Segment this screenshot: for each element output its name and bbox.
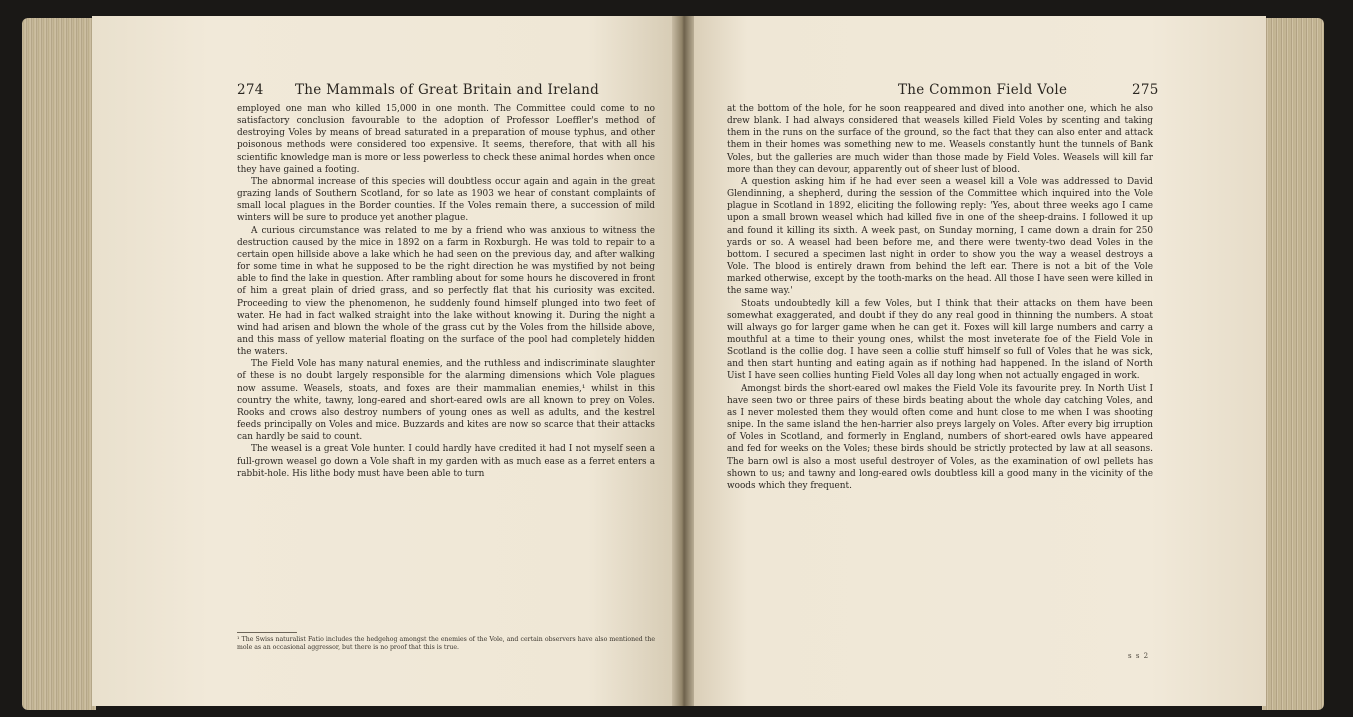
paragraph: employed one man who killed 15,000 in one month. The Committee could come to no satisfactory conclusion favourable to the adoption of Professor Loeffler's method of destroying Voles by means of bread saturated in a preparation of mouse typhus, and other poisonous methods were considered too expensive. It seems, therefore, that with all his scientific knowledge man is more or less powerless to check these animal hordes when once they have gained a footing. [237,104,655,175]
signature-mark: s s 2 [1128,652,1150,660]
right-running-title: The Common Field Vole [898,82,1068,98]
paragraph: A question asking him if he had ever seen a weasel kill a Vole was addressed to David Glendinning, a shepherd, during the session of the Committee which inquired into the Vole plague in Scotland in 1892, eliciting the following reply: 'Yes, about three weeks ago I came upon a small brown weasel which had killed five in one of the sheep-drains. I followed it up and found it killing its sixth. A week past, on Sunday morning, I came down a drain for 250 yards or so. A weasel had been before me, and there were twenty-two dead Voles in the bottom. I secured a specimen last night in order to show you the way a weasel destroys a Vole. The blood is entirely drawn from behind the left ear. There is not a bit of the Vole marked otherwise, except by the tooth-marks on the head. All those I have seen were killed in the same way.' [727,176,1153,297]
left-page-body [237,103,655,480]
right-page-edges [1262,18,1324,710]
right-page-body [727,103,1153,492]
footnote-rule [237,632,297,633]
paragraph: The Field Vole has many natural enemies, and the ruthless and indiscriminate slaughter of these is no doubt largely responsible for the alarming dimensions which Vole plagues now assume. Weasels, stoats, and foxes are their mammalian enemies,¹ whilst in this country the white, tawny, long-eared and short-eared owls are all known to prey on Voles. Rooks and crows also destroy numbers of young ones as well as adults, and the kestrel feeds principally on Voles and mice. Buzzards and kites are now so scarce that their attacks can hardly be said to count. [237,359,655,443]
left-page-edges [22,18,96,710]
paragraph: The abnormal increase of this species will doubtless occur again and again in the great grazing lands of Southern Scotland, for so late as 1903 we hear of constant complaints of small local plagues in the Border counties. If the Voles remain there, a succession of mild winters will be sure to produce yet another plague. [237,176,655,224]
paragraph: A curious circumstance was related to me by a friend who was anxious to witness the destruction caused by the mice in 1892 on a farm in Roxburgh. He was told to repair to a certain open hillside above a lake which he had seen on the previous day, and after walking for some time in what he supposed to be the right direction he was mystified by not being able to find the lake in question. After rambling about for some hours he discovered in front of him a great plain of dried grass, and so perfectly flat that his curiosity was excited. Proceeding to view the phenomenon, he suddenly found himself plunged into two feet of water. He had in fact walked straight into the lake without knowing it. During the night a wind had arisen and blown the whole of the grass cut by the Voles from the hillside above, and this mass of yellow material floating on the surface of the pool had completely hidden the waters. [237,225,655,358]
paragraph: at the bottom of the hole, for he soon reappeared and dived into another one, which he also drew blank. I had always considered that weasels killed Field Voles by scenting and taking them in the runs on the surface of the ground, so the fact that they can also enter and attack them in their homes was something new to me. Weasels constantly hunt the tunnels of Bank Voles, but the galleries are much wider than those made by Field Voles. Weasels will kill far more than they can devour, apparently out of sheer lust of blood. [727,104,1153,175]
footnote: ¹ The Swiss naturalist Fatio includes the hedgehog amongst the enemies of the Vole, and certain observers have also mentioned the mole as an occasional aggressor, but there is no proof that this is true. [237,636,655,651]
paragraph: The weasel is a great Vole hunter. I could hardly have credited it had I not myself seen a full-grown weasel go down a Vole shaft in my garden with as much ease as a ferret enters a rabbit-hole. His lithe body must have been able to turn [237,444,655,479]
left-page-number: 274 [237,82,264,98]
paragraph: Amongst birds the short-eared owl makes the Field Vole its favourite prey. In North Uist I have seen two or three pairs of these birds beating about the whole day catching Voles, and as I never molested them they would often come and hunt close to me when I was shooting snipe. In the same island the hen-harrier also preys largely on Voles. After every big irruption of Voles in Scotland, and formerly in England, numbers of short-eared owls have appeared and fed for weeks on the Voles; these birds should be strictly protected by law at all seasons. The barn owl is also a most useful destroyer of Voles, as the examination of owl pellets has shown to us; and tawny and long-eared owls doubtless kill a good many in the vicinity of the woods which they frequent. [727,383,1153,491]
book-gutter [672,16,694,706]
left-running-title: The Mammals of Great Britain and Ireland [295,82,600,98]
paragraph: Stoats undoubtedly kill a few Voles, but I think that their attacks on them have been somewhat exaggerated, and doubt if they do any real good in thinning the numbers. A stoat will always go for larger game when he can get it. Foxes will kill large numbers and carry a mouthful at a time to their young ones, whilst the most inveterate foe of the Field Vole in Scotland is the collie dog. I have seen a collie stuff himself so full of Voles that he was sick, and then start hunting and eating again as if nothing had happened. In the island of North Uist I have seen collies hunting Field Voles all day long when not actually engaged in work. [727,298,1153,382]
right-page-number: 275 [1132,82,1159,98]
